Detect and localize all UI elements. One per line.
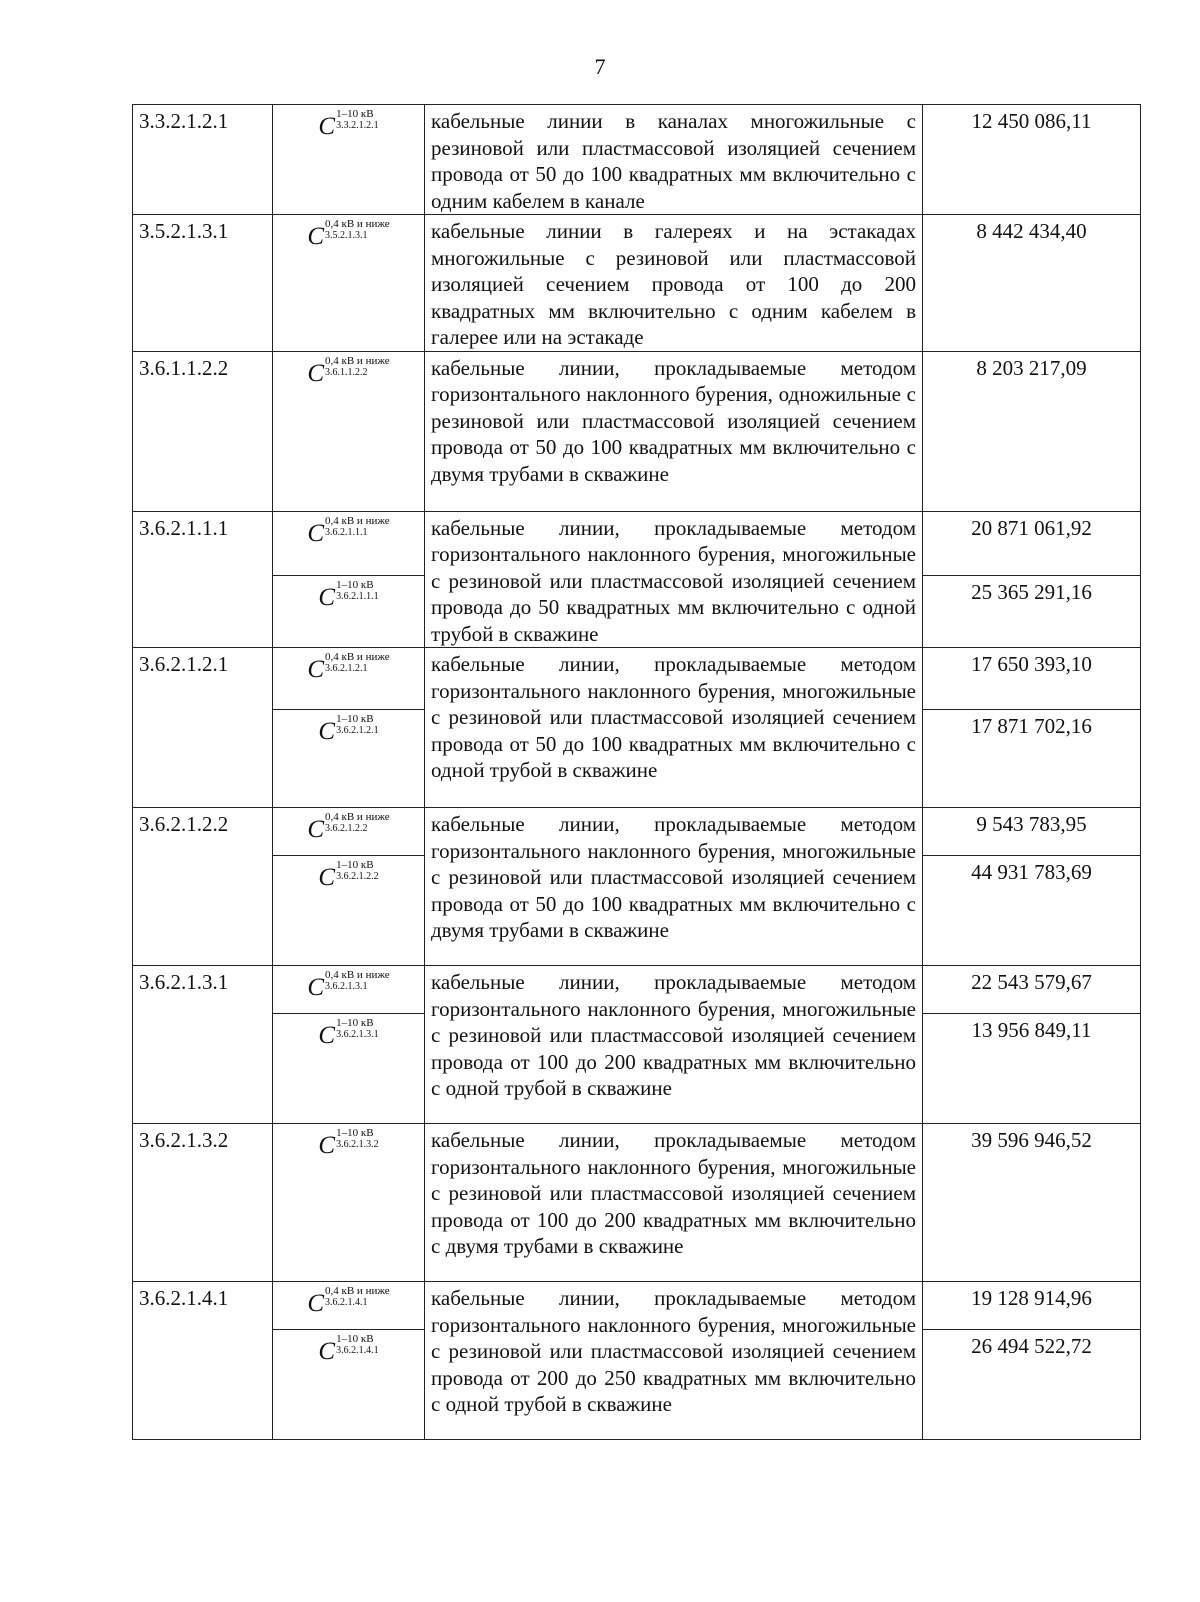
rate-symbol — [307, 515, 389, 546]
rate-value: 22 543 579,67 — [923, 966, 1141, 1014]
rate-index: 3.6.2.1.2.1 — [336, 725, 379, 736]
rate-index: 3.6.2.1.4.1 — [336, 1345, 379, 1356]
rate-symbol — [307, 218, 389, 249]
rate-symbol-scripts — [336, 1017, 379, 1041]
rate-symbol-cell — [273, 1330, 425, 1440]
row-description: кабельные линии, прокладываемые методом горизонтального наклонного бурения, многожильные с резиновой или пластмассовой изоляцией сечением провода от 50 до 100 квадратных мм включительно с одной трубой в скважине — [425, 648, 923, 808]
rate-symbol-scripts — [336, 1127, 379, 1151]
rate-symbol-cell — [273, 808, 425, 856]
row-description: кабельные линии в галереях и на эстакадах многожильные с резиновой или пластмассовой изоляцией сечением провода от 100 до 200 квадратных мм включительно с одним кабелем в галерее или на эстакаде — [425, 215, 923, 352]
rate-index: 3.6.2.1.2.1 — [325, 663, 368, 674]
rate-value: 8 442 434,40 — [923, 215, 1141, 352]
voltage-class: 0,4 кВ и ниже — [325, 651, 390, 663]
rate-symbol-scripts — [325, 515, 390, 539]
rate-symbol — [307, 651, 389, 682]
table-row — [133, 215, 1141, 352]
voltage-class: 1–10 кВ — [336, 1017, 374, 1029]
table-row — [133, 808, 1141, 856]
row-description: кабельные линии в каналах многожильные с резиновой или пластмассовой изоляцией сечением провода от 50 до 100 квадратных мм включительно с одним кабелем в канале — [425, 105, 923, 215]
rate-symbol-scripts — [336, 579, 379, 603]
rate-value: 20 871 061,92 — [923, 511, 1141, 575]
rates-table-body — [133, 105, 1141, 1440]
rate-symbol-letter: C — [318, 583, 336, 611]
rate-value: 8 203 217,09 — [923, 351, 1141, 511]
voltage-class: 1–10 кВ — [336, 859, 374, 871]
voltage-class: 1–10 кВ — [336, 108, 374, 120]
rate-symbol-letter: C — [318, 113, 336, 140]
row-code: 3.6.2.1.1.1 — [133, 511, 273, 648]
row-code: 3.3.2.1.2.1 — [133, 105, 273, 215]
rate-index: 3.6.2.1.3.1 — [325, 981, 368, 992]
rate-symbol-cell — [273, 105, 425, 215]
rate-symbol-letter: C — [307, 1290, 324, 1317]
rate-symbol — [318, 859, 378, 890]
rate-value: 44 931 783,69 — [923, 856, 1141, 966]
rate-symbol — [307, 969, 389, 1000]
rate-symbol-cell — [273, 351, 425, 511]
rate-index: 3.6.2.1.2.2 — [325, 823, 368, 834]
rate-symbol — [318, 713, 378, 744]
rate-value: 17 871 702,16 — [923, 710, 1141, 808]
rate-symbol-cell — [273, 1282, 425, 1330]
rate-symbol-letter: C — [307, 359, 324, 387]
table-row — [133, 511, 1141, 575]
rate-symbol-letter: C — [307, 816, 324, 843]
voltage-class: 0,4 кВ и ниже — [325, 218, 390, 230]
rate-index: 3.6.1.1.2.2 — [325, 366, 368, 378]
rate-value: 25 365 291,16 — [923, 575, 1141, 647]
table-row — [133, 105, 1141, 215]
rate-value: 39 596 946,52 — [923, 1124, 1141, 1282]
voltage-class: 1–10 кВ — [336, 578, 374, 591]
row-code: 3.6.1.1.2.2 — [133, 351, 273, 511]
row-description: кабельные линии, прокладываемые методом горизонтального наклонного бурения, многожильные с резиновой или пластмассовой изоляцией сечением провода до 50 квадратных мм включительно с одной трубой в скважине — [425, 511, 923, 648]
rate-symbol — [318, 579, 378, 610]
row-description: кабельные линии, прокладываемые методом горизонтального наклонного бурения, многожильные с резиновой или пластмассовой изоляцией сечением провода от 50 до 100 квадратных мм включительно с двумя трубами в скважине — [425, 808, 923, 966]
rate-symbol-letter: C — [318, 1022, 336, 1049]
rate-value: 12 450 086,11 — [923, 105, 1141, 215]
rate-symbol-scripts — [325, 969, 390, 993]
table-row — [133, 351, 1141, 511]
row-code: 3.6.2.1.2.1 — [133, 648, 273, 808]
voltage-class: 0,4 кВ и ниже — [325, 969, 390, 981]
rate-symbol-letter: C — [318, 718, 336, 745]
rate-symbol-letter: C — [307, 519, 324, 547]
voltage-class: 1–10 кВ — [336, 1333, 374, 1345]
table-row — [133, 1124, 1141, 1282]
page-number: 7 — [594, 54, 606, 79]
rate-symbol-cell — [273, 710, 425, 808]
rate-symbol-letter: C — [318, 864, 336, 891]
row-code: 3.6.2.1.4.1 — [133, 1282, 273, 1440]
rate-index: 3.6.2.1.1.1 — [325, 526, 368, 538]
rate-symbol-letter: C — [307, 656, 324, 683]
rate-symbol — [318, 108, 378, 139]
rate-symbol-cell — [273, 511, 425, 575]
rate-value: 9 543 783,95 — [923, 808, 1141, 856]
row-description: кабельные линии, прокладываемые методом горизонтального наклонного бурения, одножильные с резиновой или пластмассовой изоляцией сечением провода от 50 до 100 квадратных мм включительно с двумя трубами в скважине — [425, 351, 923, 511]
voltage-class: 0,4 кВ и ниже — [325, 354, 390, 367]
table-row — [133, 966, 1141, 1014]
table-row — [133, 648, 1141, 710]
rate-index: 3.3.2.1.2.1 — [336, 120, 379, 131]
rate-symbol-scripts — [325, 811, 390, 835]
rate-symbol-scripts — [336, 713, 379, 737]
rate-value: 26 494 522,72 — [923, 1330, 1141, 1440]
voltage-class: 0,4 кВ и ниже — [325, 1285, 390, 1297]
rate-symbol — [318, 1127, 378, 1158]
rate-symbol-scripts — [336, 108, 379, 132]
rate-symbol-scripts — [325, 1285, 390, 1309]
rate-symbol-letter: C — [307, 974, 324, 1001]
rate-symbol-letter: C — [318, 1338, 336, 1365]
rate-value: 13 956 849,11 — [923, 1014, 1141, 1124]
rate-index: 3.5.2.1.3.1 — [325, 230, 368, 241]
row-description: кабельные линии, прокладываемые методом горизонтального наклонного бурения, многожильные с резиновой или пластмассовой изоляцией сечением провода от 200 до 250 квадратных мм включительно с одной трубой в скважине — [425, 1282, 923, 1440]
voltage-class: 1–10 кВ — [336, 1127, 374, 1139]
rate-symbol-cell — [273, 1124, 425, 1282]
row-description: кабельные линии, прокладываемые методом горизонтального наклонного бурения, многожильные с резиновой или пластмассовой изоляцией сечением провода от 100 до 200 квадратных мм включительно с одной трубой в скважине — [425, 966, 923, 1124]
rate-symbol-cell — [273, 648, 425, 710]
rate-symbol — [307, 811, 389, 842]
rate-symbol-cell — [273, 575, 425, 647]
rate-index: 3.6.2.1.2.2 — [336, 871, 379, 882]
rate-symbol-cell — [273, 215, 425, 352]
rate-symbol-scripts — [325, 355, 390, 379]
rate-index: 3.6.2.1.3.1 — [336, 1029, 379, 1040]
rate-value: 19 128 914,96 — [923, 1282, 1141, 1330]
rate-symbol-letter: C — [318, 1132, 336, 1159]
row-code: 3.6.2.1.3.2 — [133, 1124, 273, 1282]
rate-symbol — [318, 1333, 378, 1364]
rate-symbol-scripts — [336, 1333, 379, 1357]
voltage-class: 0,4 кВ и ниже — [325, 811, 390, 823]
rate-symbol — [307, 355, 389, 386]
row-code: 3.5.2.1.3.1 — [133, 215, 273, 352]
row-description: кабельные линии, прокладываемые методом горизонтального наклонного бурения, многожильные с резиновой или пластмассовой изоляцией сечением провода от 100 до 200 квадратных мм включительно с двумя трубами в скважине — [425, 1124, 923, 1282]
table-row — [133, 1282, 1141, 1330]
rate-symbol — [318, 1017, 378, 1048]
rates-table — [132, 104, 1141, 1440]
rate-symbol-cell — [273, 1014, 425, 1124]
rate-symbol-scripts — [336, 859, 379, 883]
rate-symbol — [307, 1285, 389, 1316]
rate-index: 3.6.2.1.4.1 — [325, 1297, 368, 1308]
row-code: 3.6.2.1.3.1 — [133, 966, 273, 1124]
rate-value: 17 650 393,10 — [923, 648, 1141, 710]
rate-symbol-cell — [273, 966, 425, 1014]
rate-symbol-letter: C — [307, 223, 324, 250]
rate-symbol-cell — [273, 856, 425, 966]
row-code: 3.6.2.1.2.2 — [133, 808, 273, 966]
rate-index: 3.6.2.1.1.1 — [336, 590, 379, 602]
rate-index: 3.6.2.1.3.2 — [336, 1139, 379, 1150]
rate-symbol-scripts — [325, 218, 390, 242]
voltage-class: 0,4 кВ и ниже — [325, 514, 390, 527]
rate-symbol-scripts — [325, 651, 390, 675]
voltage-class: 1–10 кВ — [336, 713, 374, 725]
